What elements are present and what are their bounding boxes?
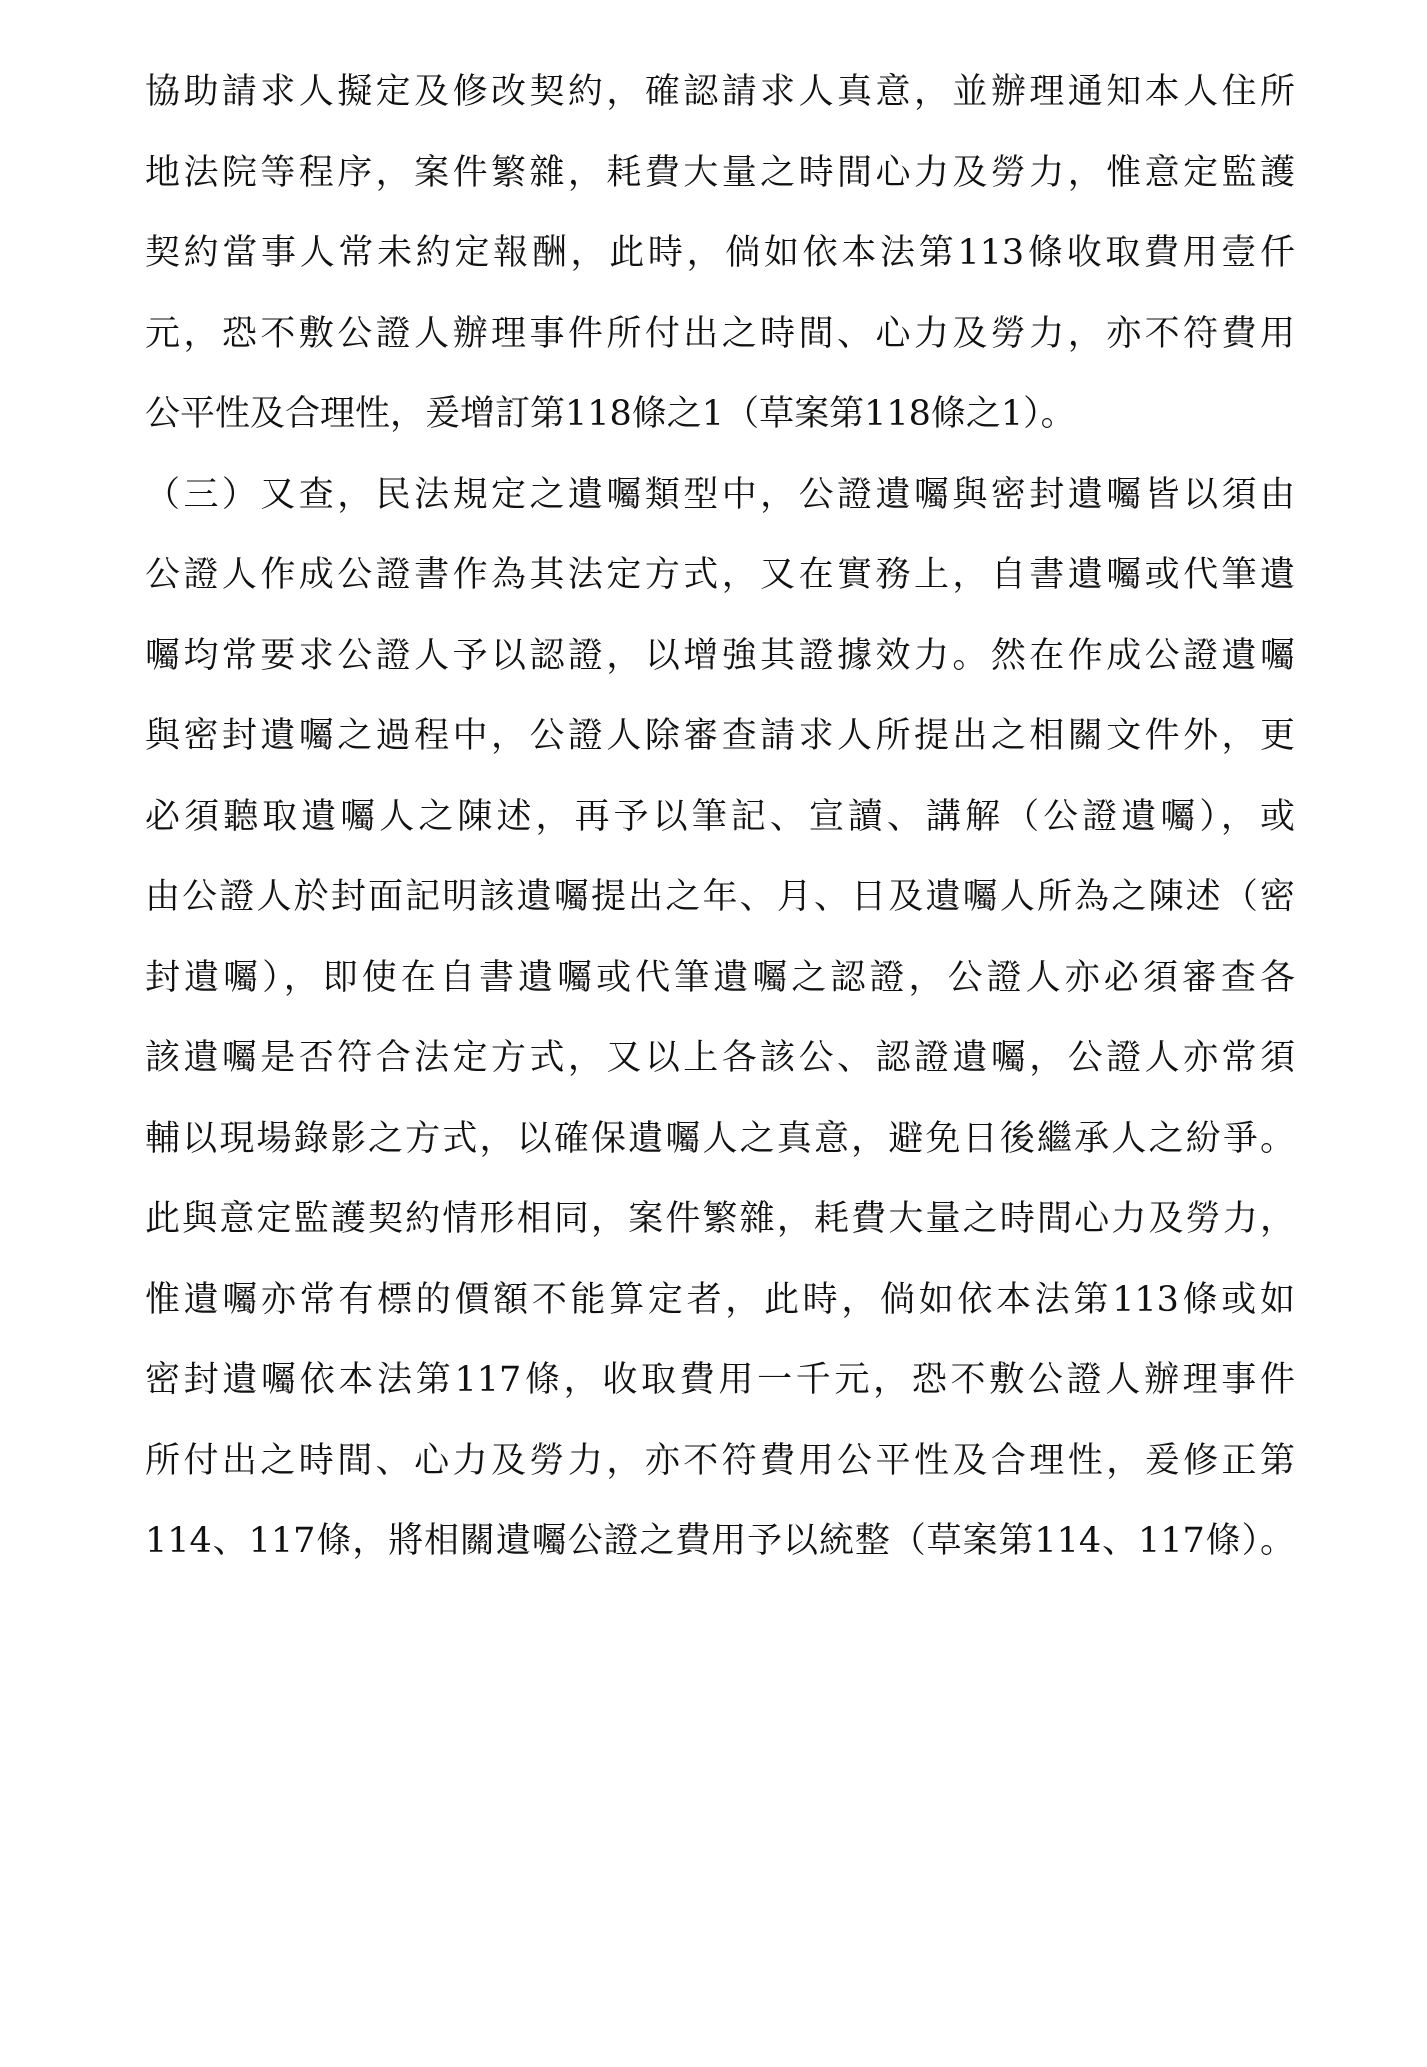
- text-line: 元，恐不敷公證人辦理事件所付出之時間、心力及勞力，亦不符費用: [145, 313, 1295, 354]
- text-line: 囑均常要求公證人予以認證，以增強其證據效力。然在作成公證遺囑: [145, 635, 1295, 676]
- text-line: 契約當事人常未約定報酬，此時，倘如依本法第113條收取費用壹仟: [145, 233, 1295, 273]
- text-line: 惟遺囑亦常有標的價額不能算定者，此時，倘如依本法第113條或如: [145, 1279, 1295, 1320]
- body-text: [145, 62, 1295, 1592]
- text-line: 與密封遺囑之過程中，公證人除審查請求人所提出之相關文件外，更: [145, 716, 1295, 756]
- text-line: 114、117條，將相關遺囑公證之費用予以統整（草案第114、117條）。: [145, 1521, 1295, 1561]
- text-line: 此與意定監護契約情形相同，案件繁雜，耗費大量之時間心力及勞力，: [145, 1199, 1295, 1239]
- text-line: 所付出之時間、心力及勞力，亦不符費用公平性及合理性，爰修正第: [145, 1440, 1295, 1481]
- text-line: 該遺囑是否符合法定方式，又以上各該公、認證遺囑，公證人亦常須: [145, 1038, 1295, 1078]
- text-line: 封遺囑），即使在自書遺囑或代筆遺囑之認證，公證人亦必須審查各: [145, 957, 1295, 998]
- text-line: 密封遺囑依本法第117條，收取費用一千元，恐不敷公證人辦理事件: [145, 1360, 1295, 1400]
- text-line: （三）又查，民法規定之遺囑類型中，公證遺囑與密封遺囑皆以須由: [145, 474, 1295, 515]
- text-line: 地法院等程序，案件繁雜，耗費大量之時間心力及勞力，惟意定監護: [145, 152, 1295, 193]
- text-line: 協助請求人擬定及修改契約，確認請求人真意，並辦理通知本人住所: [145, 72, 1295, 112]
- text-line: 必須聽取遺囑人之陳述，再予以筆記、宣讀、講解（公證遺囑），或: [145, 796, 1295, 837]
- text-line: 輔以現場錄影之方式，以確保遺囑人之真意，避免日後繼承人之紛爭。: [145, 1118, 1295, 1159]
- text-line: 公證人作成公證書作為其法定方式，又在實務上，自書遺囑或代筆遺: [145, 555, 1295, 595]
- text-line: 公平性及合理性，爰增訂第118條之1（草案第118條之1）。: [145, 394, 1076, 434]
- text-line: 由公證人於封面記明該遺囑提出之年、月、日及遺囑人所為之陳述（密: [145, 877, 1295, 917]
